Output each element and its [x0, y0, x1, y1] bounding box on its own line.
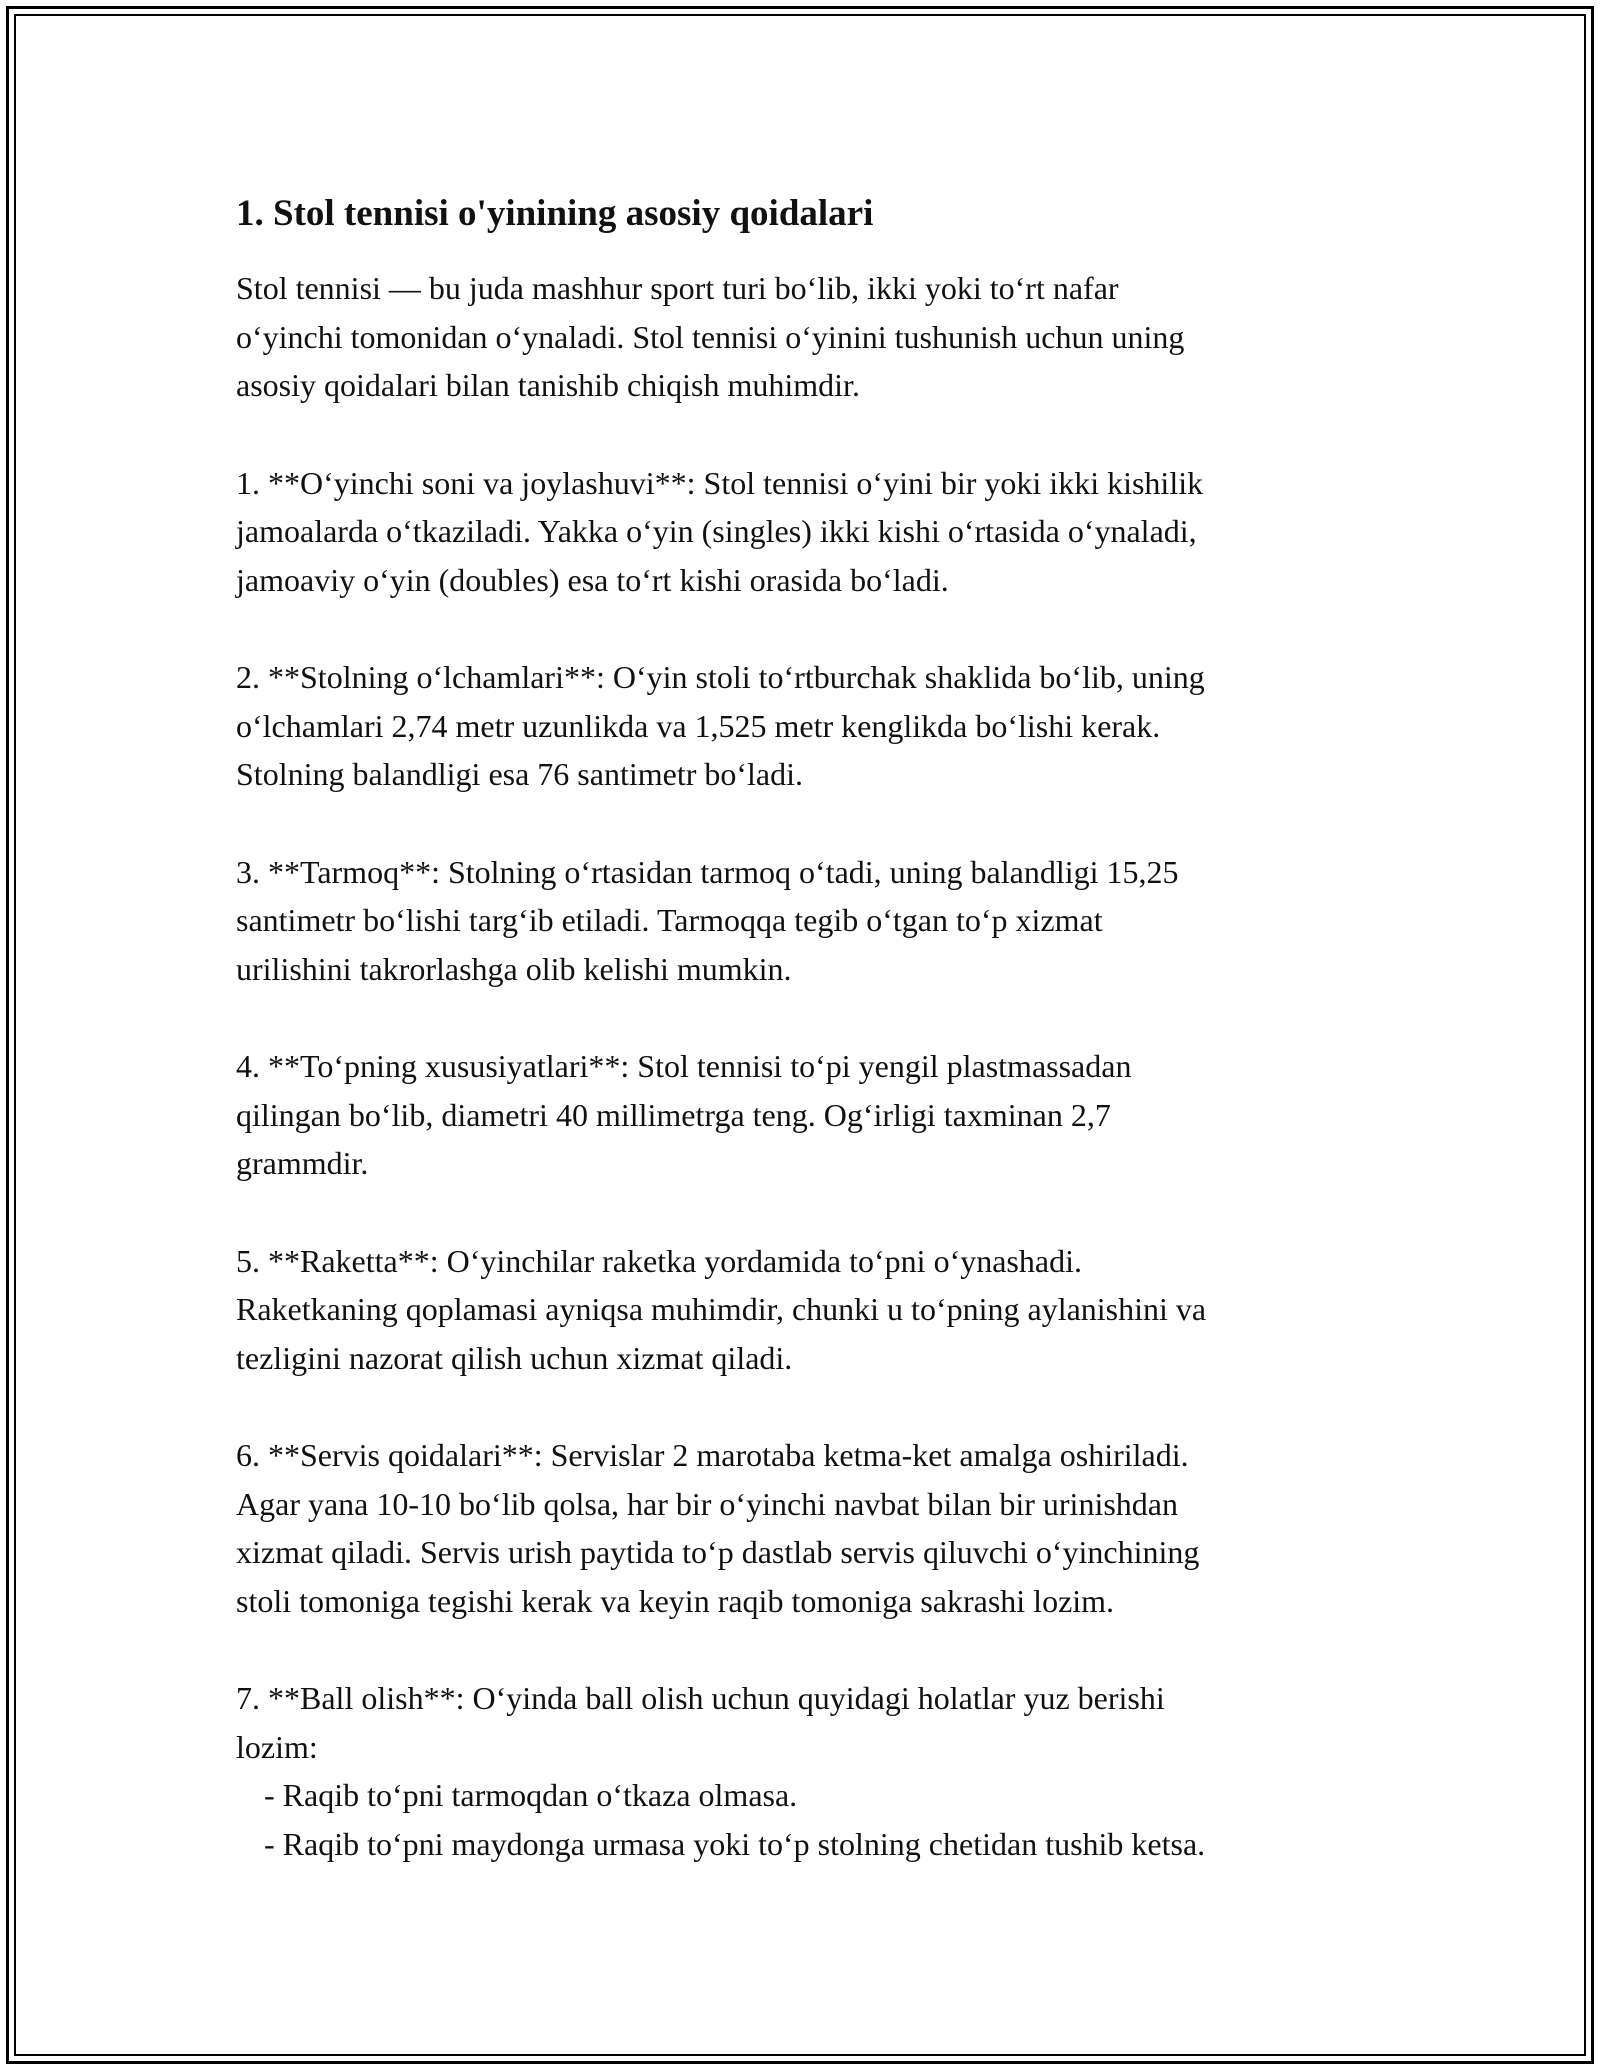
text-line: urilishini takrorlashga olib kelishi mumkin. — [236, 950, 792, 987]
text-line: o‘lchamlari 2,74 metr uzunlikda va 1,525 metr kenglikda bo‘lishi kerak. — [236, 707, 1161, 744]
text-line: xizmat qiladi. Servis urish paytida to‘p dastlab servis qiluvchi o‘yinchining — [236, 1534, 1200, 1570]
rule-paragraph-table-size — [236, 653, 1366, 799]
text-line: tezligini nazorat qilish uchun xizmat qiladi. — [236, 1339, 793, 1376]
text-line: 7. **Ball olish**: O‘yinda ball olish uchun quyidagi holatlar yuz berishi — [236, 1680, 1165, 1716]
text-line: Stol tennisi — bu juda mashhur sport turi bo‘lib, ikki yoki to‘rt nafar — [236, 270, 1119, 306]
text-line: asosiy qoidalari bilan tanishib chiqish muhimdir. — [236, 367, 860, 403]
text-line: 4. **To‘pning xususiyatlari**: Stol tennisi to‘pi yengil plastmassadan — [236, 1048, 1132, 1084]
text-line: grammdir. — [236, 1145, 369, 1181]
text-line: 6. **Servis qoidalari**: Servislar 2 marotaba ketma-ket amalga oshiriladi. — [236, 1437, 1189, 1473]
text-line: o‘yinchi tomonidan o‘ynaladi. Stol tennisi o‘yinini tushunish uchun uning — [236, 318, 1185, 355]
rule-paragraph-net — [236, 848, 1366, 994]
text-line: lozim: — [236, 1728, 318, 1765]
text-line: 5. **Raketta**: O‘yinchilar raketka yordamida to‘pni o‘ynashadi. — [236, 1242, 1082, 1279]
text-line: qilingan bo‘lib, diametri 40 millimetrga teng. Og‘irligi taxminan 2,7 — [236, 1096, 1111, 1133]
rule-paragraph-racket — [236, 1237, 1366, 1383]
document-title: 1. Stol tennisi o'yinining asosiy qoidalari — [236, 193, 874, 234]
text-line: 2. **Stolning o‘lchamlari**: O‘yin stoli to‘rtburchak shaklida bo‘lib, uning — [236, 659, 1205, 695]
text-line: jamoalarda o‘tkaziladi. Yakka o‘yin (singles) ikki kishi o‘rtasida o‘ynaladi, — [236, 513, 1197, 549]
text-line: Stolning balandligi esa 76 santimetr bo‘ladi. — [236, 756, 804, 792]
text-line: santimetr bo‘lishi targ‘ib etiladi. Tarmoqqa tegib o‘tgan to‘p xizmat — [236, 902, 1103, 938]
bullet-item: - Raqib to‘pni maydonga urmasa yoki to‘p stolning chetidan tushib ketsa. — [264, 1825, 1206, 1862]
rule-paragraph-serve — [236, 1431, 1366, 1625]
text-line: 3. **Tarmoq**: Stolning o‘rtasidan tarmoq o‘tadi, uning balandligi 15,25 — [236, 853, 1179, 890]
document-body — [236, 186, 1366, 1917]
text-line: jamoaviy o‘yin (doubles) esa to‘rt kishi orasida bo‘ladi. — [236, 561, 949, 598]
rule-paragraph-players — [236, 459, 1366, 605]
rule-paragraph-scoring — [236, 1674, 1366, 1868]
text-line: Agar yana 10-10 bo‘lib qolsa, har bir o‘yinchi navbat bilan bir urinishdan — [236, 1485, 1178, 1522]
text-line: Raketkaning qoplamasi ayniqsa muhimdir, chunki u to‘pning aylanishini va — [236, 1291, 1207, 1327]
intro-paragraph — [236, 264, 1366, 410]
text-line: 1. **O‘yinchi soni va joylashuvi**: Stol tennisi o‘yini bir yoki ikki kishilik — [236, 464, 1204, 501]
bullet-item: - Raqib to‘pni tarmoqdan o‘tkaza olmasa. — [264, 1777, 798, 1813]
text-line: stoli tomoniga tegishi kerak va keyin raqib tomoniga sakrashi lozim. — [236, 1582, 1115, 1619]
rule-paragraph-ball — [236, 1042, 1366, 1188]
